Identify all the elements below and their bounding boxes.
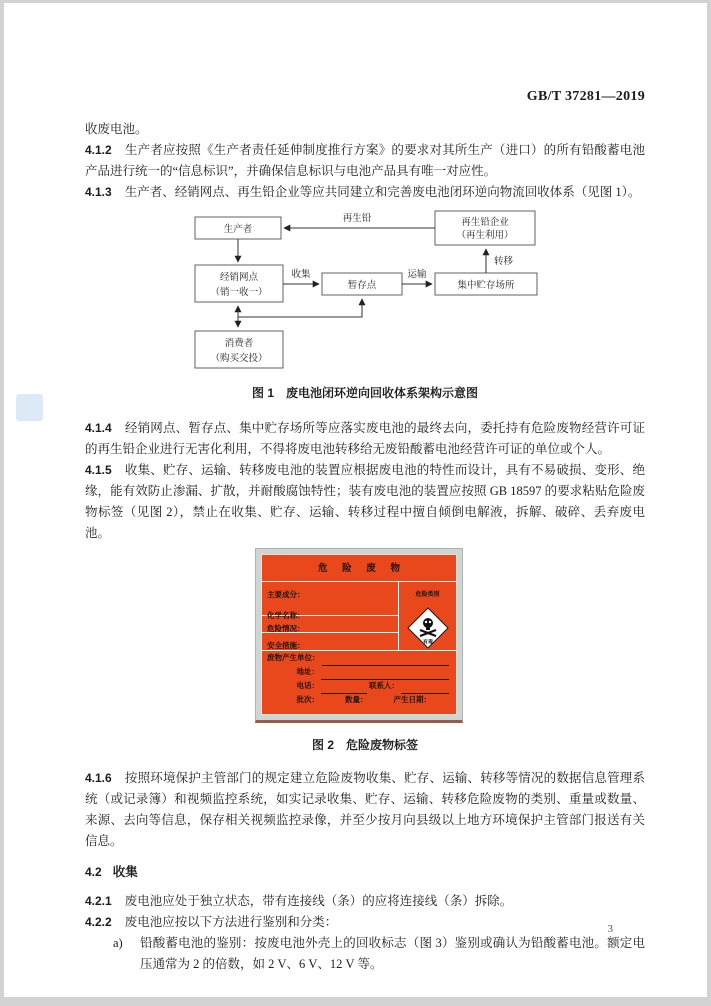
clause-number: 4.1.6 <box>85 771 112 785</box>
clause-4-2-2 <box>85 912 645 933</box>
paragraph-continuation: 收废电池。 <box>85 122 148 136</box>
clause-number: 4.2.1 <box>85 894 112 908</box>
field-address: 地址： <box>296 667 319 676</box>
section-heading-4-2 <box>85 862 645 883</box>
clause-4-2-1 <box>85 891 645 912</box>
field-quantity: 数量： <box>345 695 368 704</box>
field-safety-measures: 安全措施： <box>267 641 305 650</box>
edge-label-recycled-lead: 再生铅 <box>342 214 372 224</box>
clause-number: 4.1.3 <box>85 185 112 199</box>
pictogram-text: 有毒 <box>422 639 433 646</box>
clause-number: 4.1.2 <box>85 143 112 157</box>
row-batch-quantity-date <box>267 696 451 710</box>
label-upper-grid <box>262 582 456 651</box>
clause-text: 生产者、经销网点、再生铅企业等应共同建立和完善废电池闭环逆向物流回收体系（见图 1）。 <box>124 185 641 199</box>
node-temp-label: 暂存点 <box>347 281 377 291</box>
field-phone: 电话： <box>296 681 319 690</box>
clause-text: 废电池应按以下方法进行鉴别和分类： <box>124 915 338 929</box>
clause-text: 收集、贮存、运输、转移废电池的装置应根据废电池的特性而设计，具有不易破损、变形、绝缘，能有效防止渗漏、扩散，并耐酸腐蚀特性；装有废电池的装置应按照 GB 18597 的要求粘贴危险废物标签（见图 2），禁止在收集、贮存、运输、转移过程中擅自倾倒电解液，拆解、破碎、丢弃废电池。 <box>85 463 645 540</box>
field-generating-unit: 废物产生单位： <box>267 653 320 662</box>
section-number: 4.2 <box>85 865 102 879</box>
figure1-caption-label: 图 1 <box>251 386 274 400</box>
clause-4-1-4 <box>85 418 645 460</box>
field-date: 产生日期： <box>393 695 431 704</box>
document-page <box>4 3 707 997</box>
clause-text: 按照环境保护主管部门的规定建立危险废物收集、贮存、运输、转移等情况的数据信息管理系统（或记录簿）和视频监控系统，如实记录收集、贮存、运输、转移危险废物的类别、重量或数量、来源、去向等信息，保存相关视频监控录像，并至少按月向县级以上地方环境保护主管部门报送有关信息。 <box>85 771 645 848</box>
node-outlet-label-2: （销一收一） <box>210 288 268 298</box>
page-number: 3 <box>607 923 613 935</box>
clause-4-1-6 <box>85 768 645 852</box>
label-bottom-fields <box>262 651 456 714</box>
section-title: 收集 <box>112 865 138 879</box>
page-content <box>4 3 707 975</box>
clause-number: 4.1.5 <box>85 463 112 477</box>
field-hazard-situation: 危险情况： <box>262 616 398 633</box>
write-in-line <box>322 665 450 666</box>
clause-4-1-2 <box>85 140 645 182</box>
list-item-a <box>85 933 645 975</box>
clause-number: 4.1.4 <box>85 421 112 435</box>
watermark-stamp <box>16 394 43 421</box>
body-text <box>85 119 645 975</box>
node-central-label: 集中贮存场所 <box>457 281 515 291</box>
field-contact: 联系人： <box>369 681 399 690</box>
edge-label-transfer: 转移 <box>494 257 514 267</box>
list-item-marker: a) <box>113 936 123 950</box>
node-regen-label-2: （再生利用） <box>456 231 514 241</box>
label-title: 危 险 废 物 <box>262 555 456 582</box>
label-fields-column <box>262 582 398 650</box>
node-consumer-label-2: （购买交投） <box>210 354 268 364</box>
field-chemical-name: 化学名称： <box>267 611 305 620</box>
clause-4-1-3 <box>85 182 645 203</box>
field-main-components: 主要成分： <box>267 590 305 599</box>
label-cell-composition <box>262 582 398 620</box>
figure2-caption-title: 危险废物标签 <box>346 738 419 752</box>
list-item-text: 铅酸蓄电池的鉴别：按废电池外壳上的回收标志（图 3）鉴别或确认为铅酸蓄电池。额定电压通常为 2 的倍数，如 2 V、6 V、12 V 等。 <box>140 936 645 971</box>
edge-label-transport: 运输 <box>407 270 427 280</box>
field-batch: 批次： <box>296 695 319 704</box>
node-regen-label-1: 再生铅企业 <box>461 218 509 228</box>
figure2-caption-label: 图 2 <box>311 738 334 752</box>
node-consumer-label-1: 消费者 <box>224 339 254 349</box>
clause-text: 废电池应处于独立状态，带有连接线（条）的应将连接线（条）拆除。 <box>124 894 513 908</box>
clause-text: 生产者应按照《生产者责任延伸制度推行方案》的要求对其所生产（进口）的所有铅酸蓄电池产品进行统一的“信息标识”，并确保信息标识与电池产品具有唯一对应性。 <box>85 143 645 178</box>
hazardous-waste-label <box>261 554 457 715</box>
figure2-caption <box>85 735 645 756</box>
clause-number: 4.2.2 <box>85 915 112 929</box>
skull-icon <box>423 618 433 628</box>
figure1-flowchart <box>189 207 541 369</box>
hazard-category-caption: 危险类别 <box>415 592 440 598</box>
figure1-caption-title: 废电池闭环逆向回收体系架构示意图 <box>286 386 479 400</box>
label-category-column <box>398 582 456 650</box>
edge-label-collect: 收集 <box>291 270 311 280</box>
poison-diamond-pictogram <box>406 606 450 650</box>
node-outlet-label-1: 经销网点 <box>219 273 259 283</box>
node-producer-label: 生产者 <box>223 225 253 235</box>
clause-4-1-5 <box>85 460 645 544</box>
standard-code-header: GB/T 37281—2019 <box>526 89 645 104</box>
figure1-caption <box>85 383 645 404</box>
clause-text: 经销网点、暂存点、集中贮存场所等应落实废电池的最终去向，委托持有危险废物经营许可证的再生铅企业进行无害化利用，不得将废电池转移给无废铅酸蓄电池经营许可证的单位或个人。 <box>85 421 645 456</box>
figure2-image <box>255 548 463 723</box>
